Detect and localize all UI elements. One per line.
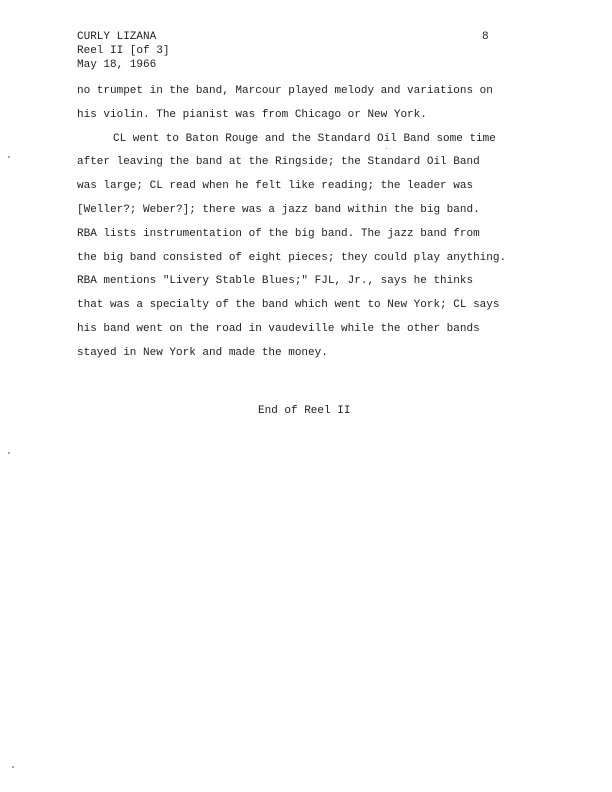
transcript-line: the big band consisted of eight pieces; they could play anything. bbox=[77, 251, 507, 264]
scan-speck bbox=[386, 148, 387, 149]
transcript-line: RBA mentions "Livery Stable Blues;" FJL, Jr., says he thinks bbox=[77, 275, 474, 288]
transcript-line: [Weller?; Weber?]; there was a jazz band within the big band. bbox=[77, 203, 480, 216]
interview-date: May 18, 1966 bbox=[77, 59, 157, 71]
transcript-line: that was a specialty of the band which went to New York; CL says bbox=[77, 299, 500, 312]
transcript-line: stayed in New York and made the money. bbox=[77, 346, 328, 359]
transcript-line: RBA lists instrumentation of the big band. The jazz band from bbox=[77, 227, 480, 240]
transcript-line: CL went to Baton Rouge and the Standard Oil Band some time bbox=[113, 132, 496, 145]
transcript-line: was large; CL read when he felt like reading; the leader was bbox=[77, 180, 474, 193]
end-of-reel-note: End of Reel II bbox=[258, 405, 351, 417]
interviewee-name: CURLY LIZANA bbox=[77, 31, 157, 43]
transcript-line: his band went on the road in vaudeville while the other bands bbox=[77, 322, 480, 335]
transcript-line: his violin. The pianist was from Chicago or New York. bbox=[77, 108, 427, 121]
transcript-body bbox=[77, 80, 547, 366]
scan-speck bbox=[8, 452, 10, 454]
scan-speck bbox=[8, 156, 10, 158]
scan-speck bbox=[12, 766, 14, 768]
document-header bbox=[77, 30, 169, 72]
transcript-line: no trumpet in the band, Marcour played melody and variations on bbox=[77, 85, 493, 97]
transcript-line: after leaving the band at the Ringside; the Standard Oil Band bbox=[77, 156, 480, 169]
reel-label: Reel II [of 3] bbox=[77, 45, 170, 57]
page-number: 8 bbox=[482, 31, 489, 43]
